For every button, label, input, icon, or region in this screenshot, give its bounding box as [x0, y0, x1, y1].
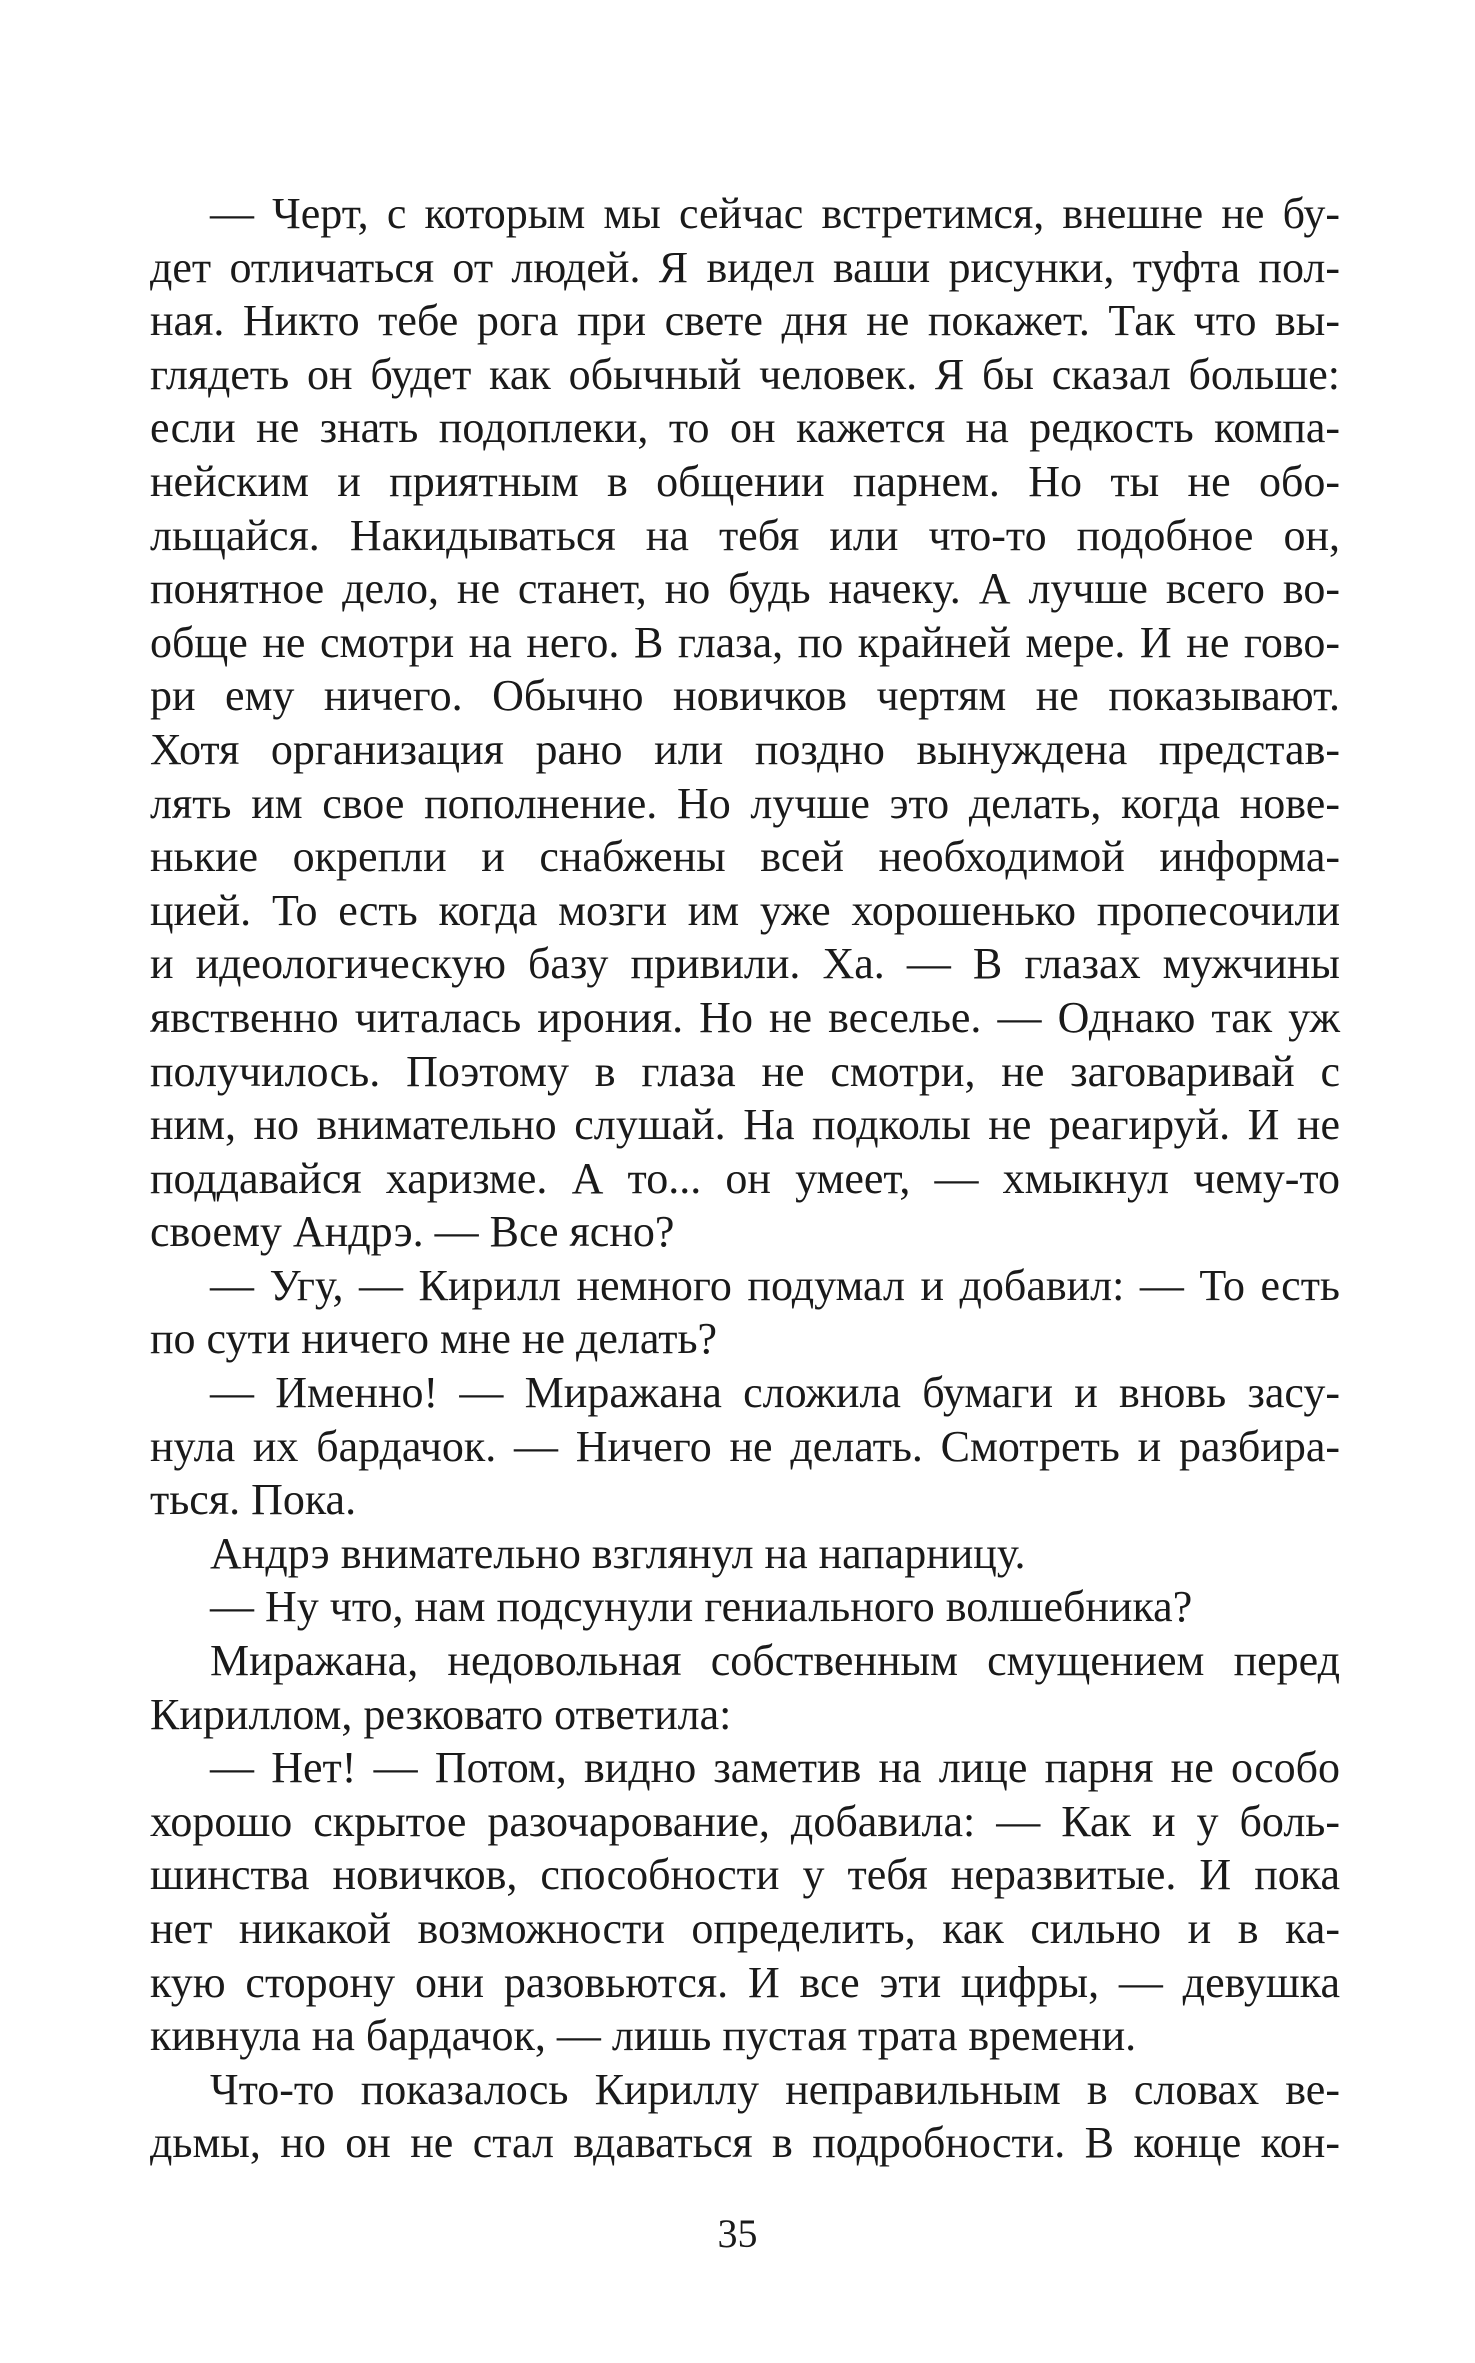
text-line: лять им свое пополнение. Но лучше это делать, когда нове- — [150, 778, 1340, 828]
text-line: явственно читалась ирония. Но не веселье. — Однако так уж — [150, 992, 1340, 1042]
text-line: шинства новичков, способности у тебя неразвитые. И пока — [150, 1850, 1340, 1900]
text-line: обще не смотри на него. В глаза, по крайней мере. И не гово- — [150, 617, 1340, 667]
text-line: цией. То есть когда мозги им уже хорошенько пропесочили — [150, 885, 1340, 935]
text-line: хорошо скрытое разочарование, добавила: — Как и у боль- — [150, 1796, 1340, 1846]
text-line: нейским и приятным в общении парнем. Но ты не обо- — [150, 456, 1340, 506]
text-line: ри ему ничего. Обычно новичков чертям не показывают. — [150, 671, 1340, 721]
text-line: глядеть он будет как обычный человек. Я бы сказал больше: — [150, 349, 1340, 399]
text-line: Что-то показалось Кириллу неправильным в словах ве- — [210, 2064, 1340, 2114]
text-line: дет отличаться от людей. Я видел ваши рисунки, туфта пол- — [150, 242, 1340, 292]
text-line: ним, но внимательно слушай. На подколы не реагируй. И не — [150, 1100, 1340, 1150]
body-text — [150, 187, 1340, 2170]
text-line: нет никакой возможности определить, как сильно и в ка- — [150, 1904, 1340, 1953]
text-line: Хотя организация рано или поздно вынуждена представ- — [150, 724, 1340, 774]
text-line: своему Андрэ. — Все ясно? — [150, 1207, 675, 1257]
text-line: нькие окрепли и снабжены всей необходимой информа- — [150, 832, 1340, 882]
text-line: получилось. Поэтому в глаза не смотри, не заговаривай с — [150, 1046, 1340, 1096]
text-line: по сути ничего мне не делать? — [150, 1314, 718, 1364]
text-line: кую сторону они разовьются. И все эти цифры, — девушка — [150, 1957, 1340, 2007]
text-line: Кириллом, резковато ответила: — [150, 1689, 732, 1739]
text-line: — Черт, с которым мы сейчас встретимся, внешне не бу- — [210, 189, 1340, 238]
text-line: дьмы, но он не стал вдаваться в подробности. В конце кон- — [150, 2118, 1340, 2168]
text-line: — Именно! — Миражана сложила бумаги и вновь засу- — [210, 1368, 1340, 1418]
text-line: понятное дело, не станет, но будь начеку. А лучше всего во- — [150, 564, 1340, 614]
text-line: льщайся. Накидываться на тебя или что-то подобное он, — [150, 510, 1340, 560]
text-line: Андрэ внимательно взглянул на напарницу. — [210, 1528, 1026, 1578]
text-line: Миражана, недовольная собственным смущением перед — [210, 1636, 1340, 1686]
page-number: 35 — [717, 2211, 758, 2256]
text-line: поддавайся харизме. А то... он умеет, — хмыкнул чему-то — [150, 1153, 1340, 1203]
text-line: — Угу, — Кирилл немного подумал и добавил: — То есть — [210, 1260, 1340, 1310]
text-line: ная. Никто тебе рога при свете дня не покажет. Так что вы- — [150, 296, 1340, 346]
text-line: кивнула на бардачок, — лишь пустая трата времени. — [150, 2011, 1137, 2061]
text-line: — Нет! — Потом, видно заметив на лице парня не особо — [210, 1743, 1340, 1793]
text-line: — Ну что, нам подсунули гениального волшебника? — [210, 1582, 1193, 1632]
text-line: нула их бардачок. — Ничего не делать. Смотреть и разбира- — [150, 1421, 1340, 1471]
text-line: ться. Пока. — [150, 1475, 357, 1525]
text-line: если не знать подоплеки, то он кажется на редкость компа- — [150, 403, 1340, 453]
text-line: и идеологическую базу привили. Ха. — В глазах мужчины — [150, 939, 1340, 989]
